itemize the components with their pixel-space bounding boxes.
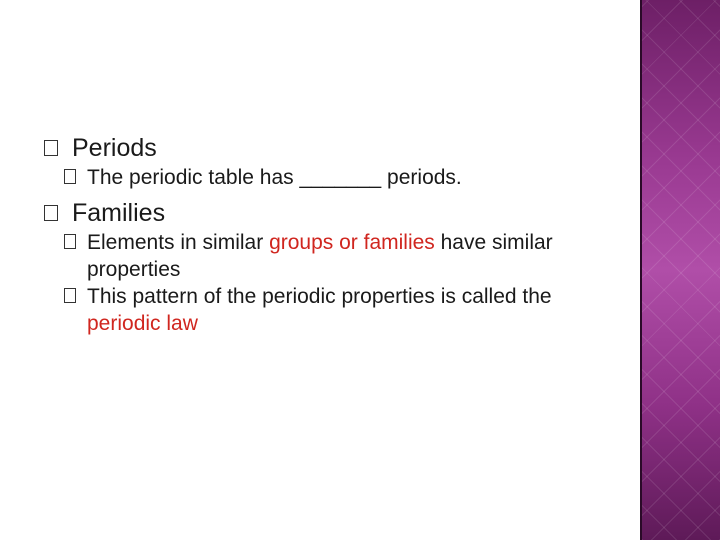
sub-bullet-text: The periodic table has _______ periods. bbox=[87, 166, 462, 189]
bullet-box-icon bbox=[64, 169, 76, 184]
sub-bullet-elements bbox=[64, 229, 624, 283]
sub-bullet-pattern bbox=[64, 283, 624, 337]
decorative-side-panel bbox=[642, 0, 720, 540]
sub-bullet-periods bbox=[64, 164, 624, 191]
heading-families: Families bbox=[72, 199, 166, 227]
heading-periods: Periods bbox=[72, 134, 157, 162]
bullet-box-icon bbox=[64, 234, 76, 249]
sub-bullet-text-pre: Elements in similar bbox=[87, 231, 270, 254]
highlight-periodic-law: periodic law bbox=[87, 312, 198, 335]
highlight-groups-families: groups or families bbox=[269, 231, 435, 254]
sub-bullet-text-pre: This pattern of the periodic properties is called the bbox=[87, 285, 552, 308]
bullet-periods bbox=[44, 132, 624, 164]
bullet-box-icon bbox=[64, 288, 76, 303]
sub-bullet-text-post: have similar properties bbox=[87, 231, 553, 281]
bullet-families bbox=[44, 197, 624, 229]
bullet-box-icon bbox=[44, 140, 58, 156]
bullet-box-icon bbox=[44, 205, 58, 221]
slide-body bbox=[44, 132, 624, 337]
